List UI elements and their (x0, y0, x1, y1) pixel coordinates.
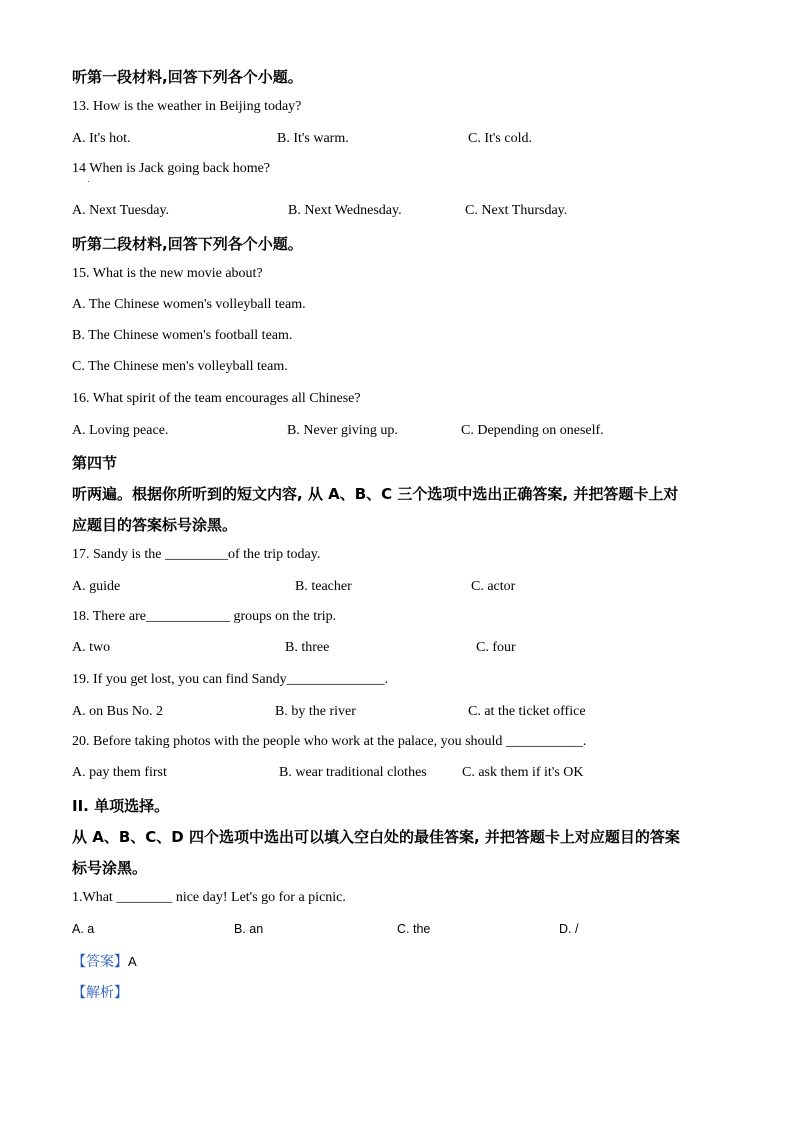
q18-option-c: C. four (476, 640, 516, 655)
part2-title: II. 单项选择。 (72, 797, 170, 815)
question-13: 13. How is the weather in Beijing today? (72, 99, 302, 114)
q1-option-b: B. an (234, 922, 264, 936)
question-14: 14 When is Jack going back home? (72, 161, 271, 176)
analysis-label: 【解析】 (72, 985, 128, 1001)
part4-title: 第四节 (72, 454, 118, 472)
q18-option-b: B. three (285, 640, 330, 655)
question-19: 19. If you get lost, you can find Sandy______________. (72, 672, 389, 687)
q16-option-b: B. Never giving up. (287, 423, 398, 438)
q17-option-c: C. actor (471, 579, 516, 594)
q1-option-a: A. a (72, 922, 95, 936)
question-1: 1.What ________ nice day! Let's go for a picnic. (72, 890, 346, 905)
question-17: 17. Sandy is the _________of the trip today. (72, 547, 321, 562)
q14-option-b: B. Next Wednesday. (288, 203, 402, 218)
answer-line (72, 951, 137, 971)
q13-option-c: C. It's cold. (468, 131, 532, 146)
q15-option-a: A. The Chinese women's volleyball team. (72, 297, 306, 312)
q15-option-c: C. The Chinese men's volleyball team. (72, 359, 288, 374)
answer-value: A (128, 954, 137, 969)
q17-option-a: A. guide (72, 579, 121, 594)
question-18: 18. There are____________ groups on the trip. (72, 609, 337, 624)
question-20: 20. Before taking photos with the people who work at the palace, you should ___________. (72, 734, 587, 749)
question-15: 15. What is the new movie about? (72, 266, 263, 281)
q18-option-a: A. two (72, 640, 111, 655)
q16-option-a: A. Loving peace. (72, 423, 169, 438)
q19-option-c: C. at the ticket office (468, 704, 586, 719)
q1-option-d: D. / (559, 922, 579, 936)
part2-instruction-line1: 从 A、B、C、D 四个选项中选出可以填入空白处的最佳答案, 并把答题卡上对应题目的答案 (72, 828, 680, 846)
q15-option-b: B. The Chinese women's football team. (72, 328, 293, 343)
question-16: 16. What spirit of the team encourages all Chinese? (72, 391, 361, 406)
stray-dot (88, 181, 89, 182)
q16-option-c: C. Depending on oneself. (461, 423, 604, 438)
part4-instruction-line2: 应题目的答案标号涂黑。 (72, 516, 238, 534)
q20-option-b: B. wear traditional clothes (279, 765, 427, 780)
q20-option-a: A. pay them first (72, 765, 167, 780)
part4-instruction-line1: 听两遍。根据你所听到的短文内容, 从 A、B、C 三个选项中选出正确答案, 并把答题卡上对 (72, 485, 679, 503)
q1-option-c: C. the (397, 922, 431, 936)
q19-option-b: B. by the river (275, 704, 356, 719)
q13-option-b: B. It's warm. (277, 131, 349, 146)
part2-instruction-line2: 标号涂黑。 (72, 859, 148, 877)
section2-heading: 听第二段材料,回答下列各个小题。 (72, 235, 303, 253)
q17-option-b: B. teacher (295, 579, 352, 594)
answer-label: 【答案】 (72, 954, 128, 970)
q20-option-c: C. ask them if it's OK (462, 765, 584, 780)
q19-option-a: A. on Bus No. 2 (72, 704, 164, 719)
analysis-line (72, 982, 128, 1002)
section1-heading: 听第一段材料,回答下列各个小题。 (72, 68, 303, 86)
q14-option-c: C. Next Thursday. (465, 203, 568, 218)
q13-option-a: A. It's hot. (72, 131, 131, 146)
q14-option-a: A. Next Tuesday. (72, 203, 170, 218)
